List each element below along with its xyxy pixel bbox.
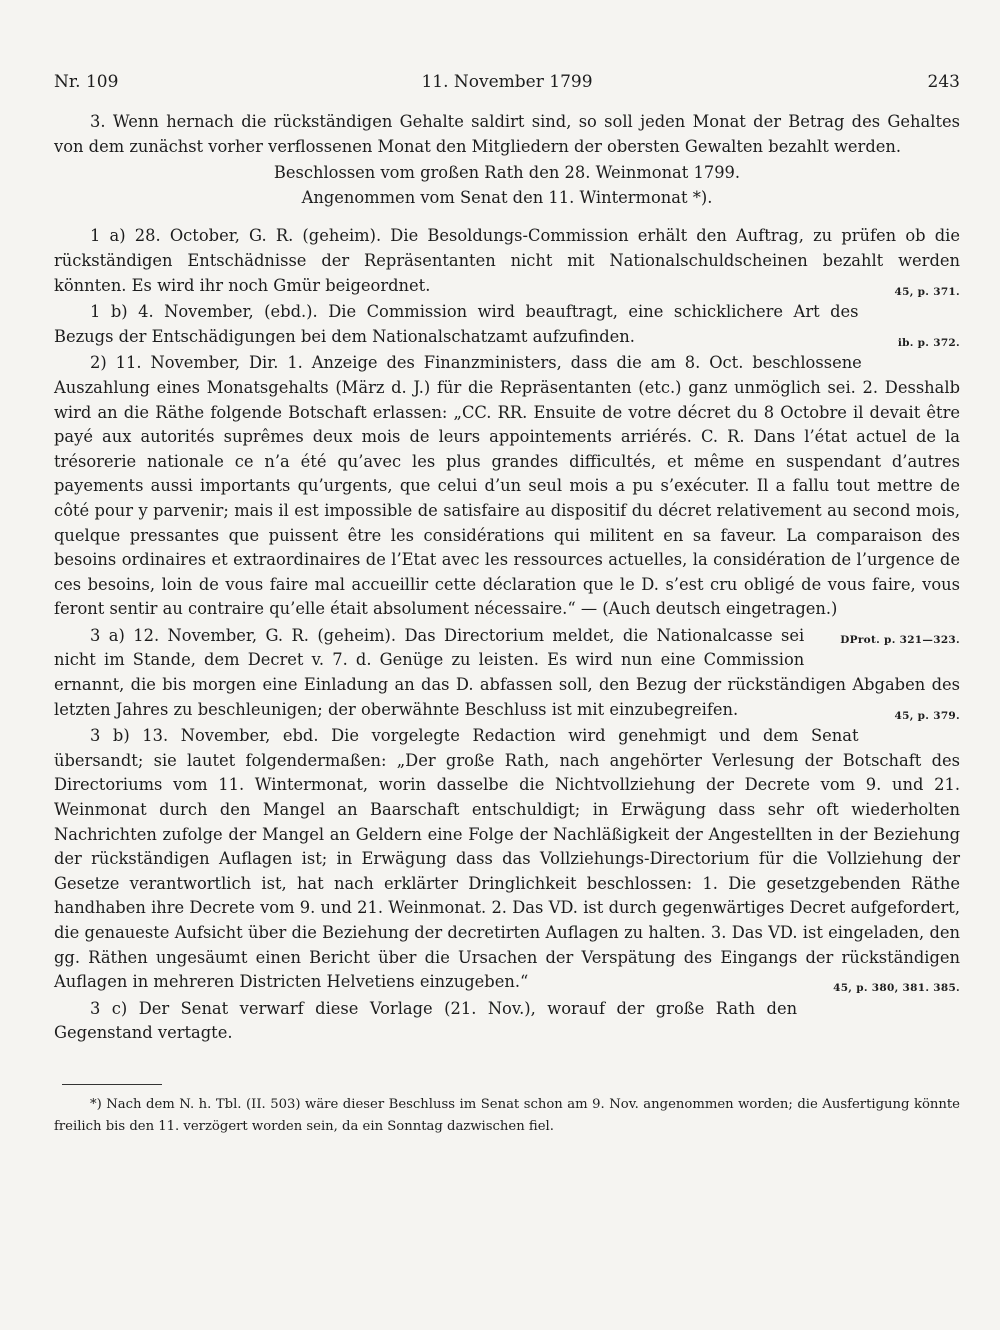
page-header — [54, 72, 960, 98]
footnote-divider — [62, 1084, 162, 1085]
entry-2 — [54, 351, 960, 646]
page-number: 243 — [927, 72, 960, 92]
entry-3c: 3 c) Der Senat verwarf diese Vorlage (21. Nov.), worauf der große Rath den Gegenstand vertagte. — [54, 998, 798, 1043]
entry-3b-text: 3 b) 13. November, ebd. Die vorgelegte Redaction wird genehmigt und dem Senat übersandt; sie lautet folgendermaßen: „Der große Rath, nach angehörter Verlesung der Botschaft des Directoriums vom 11. Wintermonat, worin dasselbe die Nichtvollziehung der Decrete vom 9. und 21. Weinmonat durch den Mangel an Baarschaft entschuldigt; in Erwägung dass sehr oft wiederholten Nachrichten zufolge der Mangel an Geldern eine Folge der Nachläßigkeit der Angestellten in der Beziehung der rückständigen Auflagen ist; in Erwägung dass das Vollziehungs-Directorium für die Vollziehung der Gesetze verantwortlich ist, hat nach erklärter Dringlichkeit beschlossen: 1. Die gesetzgebenden Räthe handhaben ihre Decrete vom 9. und 21. Weinmonat. 2. Das VD. ist durch gegenwärtiges Decret aufgefordert, die genaueste Aufsicht über die Beziehung der decretirten Auflagen zu halten. 3. Das VD. ist eingeladen, den gg. Räthen ungesäumt einen Bericht über die Ursachen der Verspätung des Eingangs der rückständigen Auflagen in mehreren Districten Helvetiens einzugeben.“ — [54, 726, 960, 992]
paragraph-3: 3. Wenn hernach die rückständigen Gehalte saldirt sind, so soll jeden Monat der Betrag des Gehaltes von dem zunächst vorher verflossenen Monat den Mitgliedern der obersten Gewalten bezahlt werden. — [54, 112, 960, 156]
resolution-line: Beschlossen vom großen Rath den 28. Weinmonat 1799. — [273, 163, 741, 183]
entry-2-text: 2) 11. November, Dir. 1. Anzeige des Finanzministers, dass die am 8. Oct. beschlossene Auszahlung eines Monatsgehalts (März d. J.) für die Repräsentanten (etc.) ganz unmöglich sei. 2. Desshalb wird an die Räthe folgende Botschaft erlassen: „CC. RR. Ensuite de votre décret du 8 Octobre il devait être payé aux autorités suprêmes deux mois de leurs appointements arriérés. C. R. Dans l’état actuel de la trésorerie nationale ce n’a été qu’avec les plus grandes difficultés, et même en suspendant d’autres payements aussi importants qu’urgents, que celui d’un seul mois a pu s’exécuter. Il a fallu tout mettre de côté pour y parvenir; mais il est impossible de satisfaire au dispositif du décret relativement au second mois, quelque pressantes que puissent être les considérations qui militent en sa faveur. La comparaison des besoins ordinaires et extraordinaires de l’Etat avec les ressources actuelles, la considération de l’urgence de ces besoins, loin de vous faire mal accueillir cette déclaration que le D. s’est cru obligé de vous faire, vous feront sentir au contraire qu’elle était absolument nécessaire.“ — (Auch deutsch eingetragen.) — [54, 353, 960, 619]
entry-3a-citation: 45, p. 379. — [894, 709, 960, 722]
entry-1b-text: 1 b) 4. November, (ebd.). Die Commission wird beauftragt, eine schicklichere Art des Bezugs der Entschädigungen bei dem Nationalschatzamt aufzufinden. — [54, 302, 859, 346]
entry-1a — [54, 224, 960, 298]
entry-1b-citation: ib. p. 372. — [897, 336, 960, 349]
document-number: Nr. 109 — [54, 72, 119, 92]
entry-3a-text: 3 a) 12. November, G. R. (geheim). Das Directorium meldet, die Nationalcasse sei nicht im Stande, dem Decret v. 7. d. Genüge zu leisten. Es wird nun eine Commission ernannt, die bis morgen eine Einladung an das D. abfassen soll, den Bezug der rückständigen Abgaben des letzten Jahres zu beschleunigen; der oberwähnte Beschluss ist mit einzubegreifen. — [54, 625, 960, 719]
document-body — [54, 110, 960, 1048]
acceptance-line: Angenommen vom Senat den 11. Wintermonat *). — [301, 187, 713, 207]
entry-3b — [54, 724, 960, 995]
footnote: *) Nach dem N. h. Tbl. (II. 503) wäre dieser Beschluss im Senat schon am 9. Nov. angenommen worden; die Ausfertigung könnte freilich bis den 11. verzögert worden sein, da ein Sonntag dazwischen fiel. — [54, 1097, 960, 1134]
entry-1a-citation: 45, p. 371. — [894, 285, 960, 298]
entry-1b — [54, 300, 960, 349]
entry-1a-text: 1 a) 28. October, G. R. (geheim). Die Besoldungs-Commission erhält den Auftrag, zu prüfen ob die rückständigen Entschädnisse der Repräsentanten nicht mit Nationalschuldscheinen bezahlt werden könnten. Es wird ihr noch Gmür beigeordnet. — [54, 226, 960, 295]
entry-3b-citation: 45, p. 380, 381. 385. — [833, 982, 960, 995]
entry-2-citation: DProt. p. 321—323. — [840, 633, 960, 646]
header-date: 11. November 1799 — [421, 72, 593, 92]
